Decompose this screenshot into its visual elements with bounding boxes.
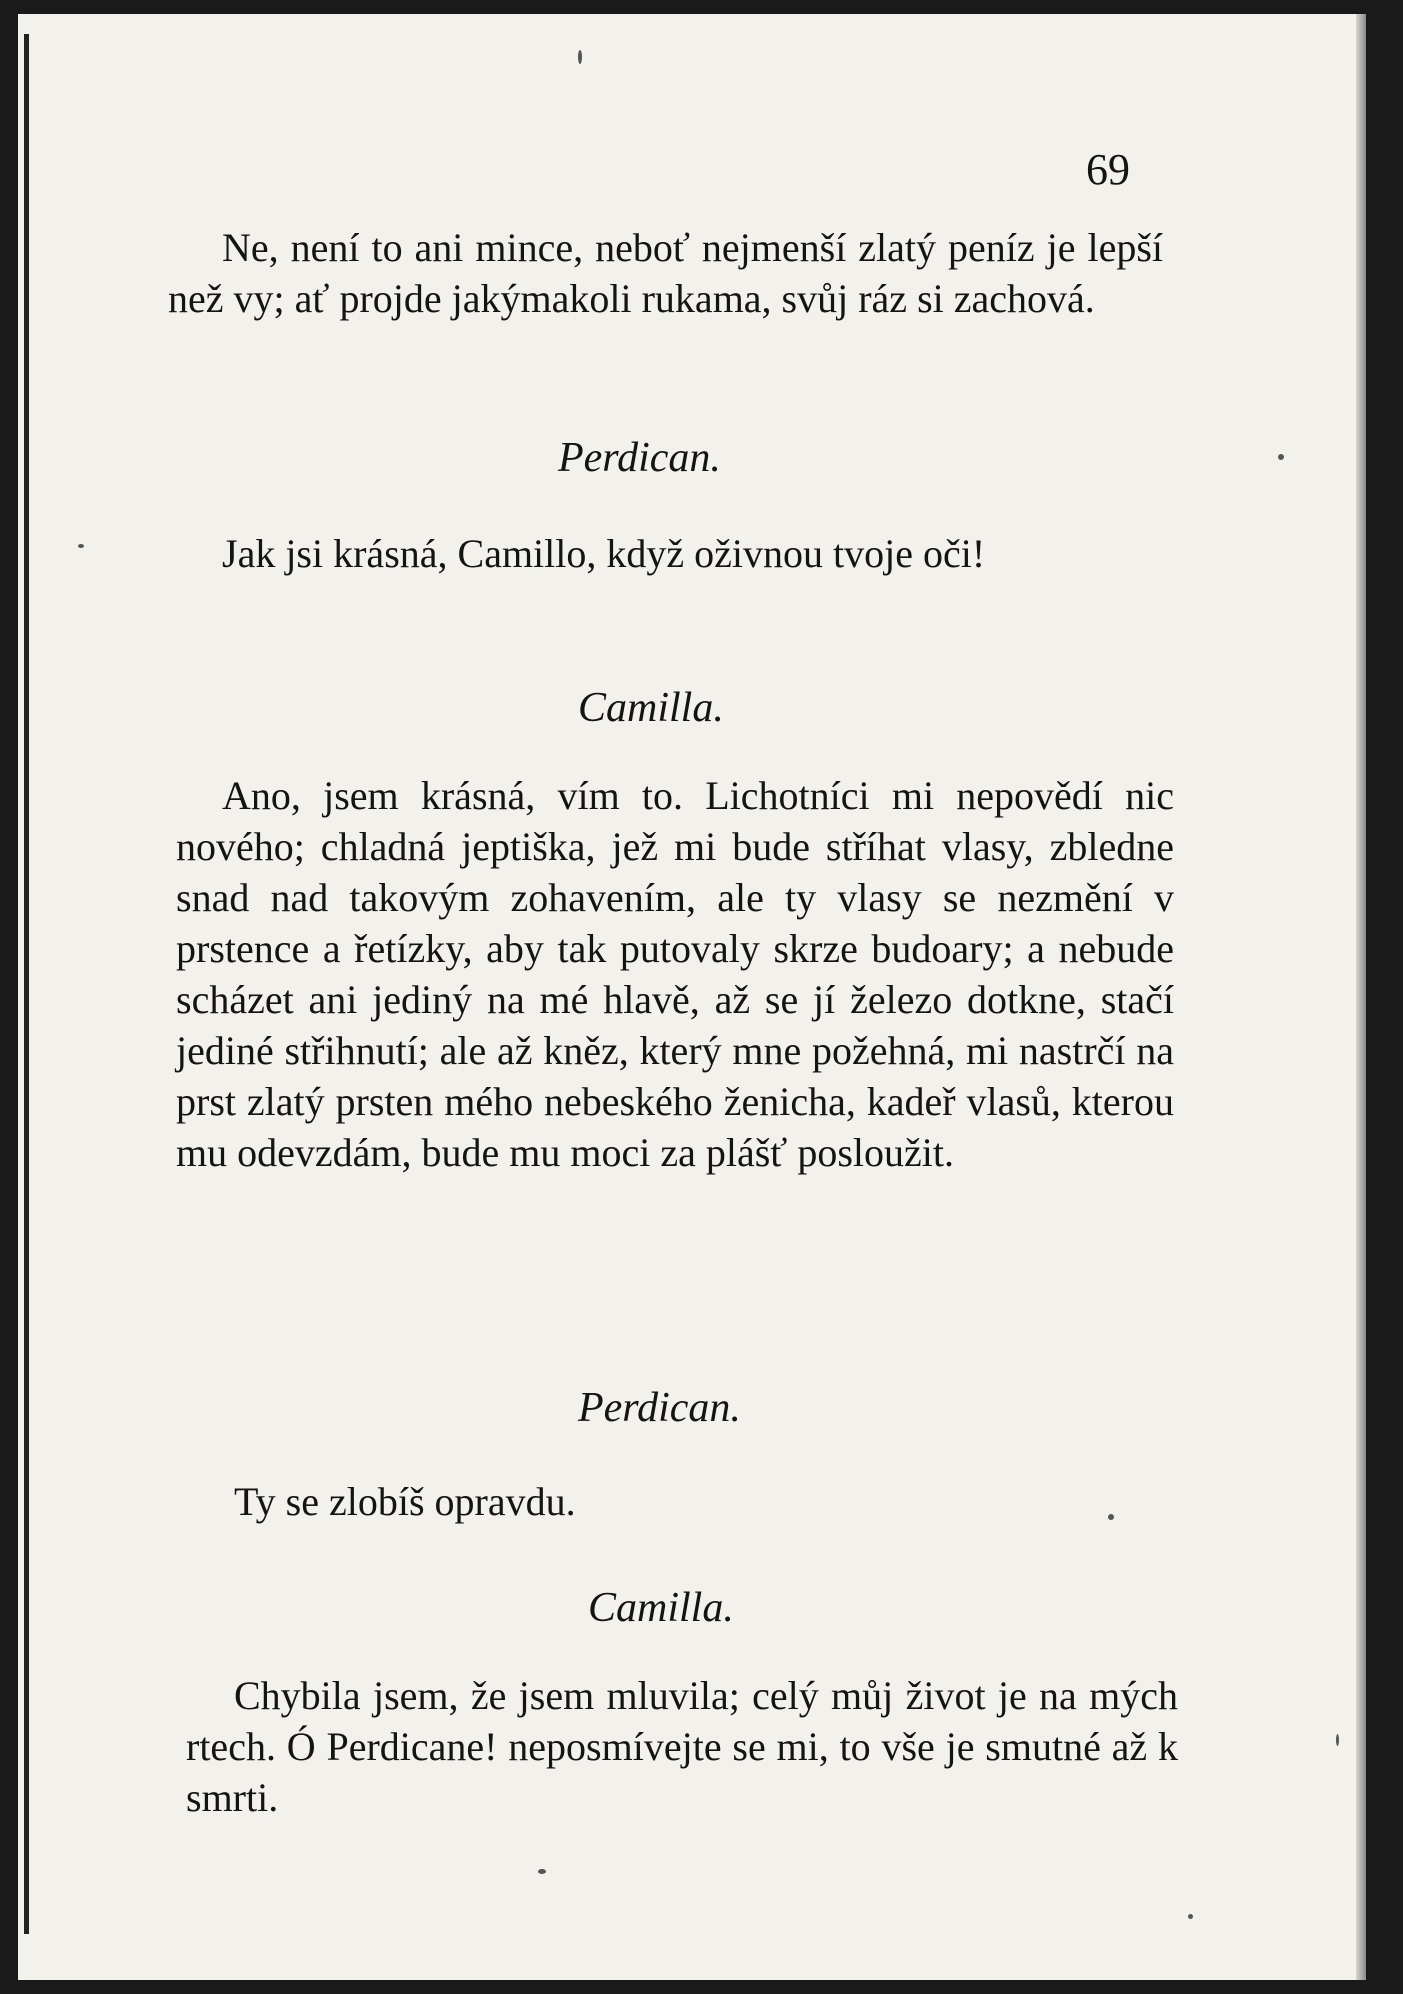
page-speck	[78, 544, 84, 548]
page-speck	[538, 1869, 546, 1874]
paragraph-1: Ne, není to ani mince, neboť nejmenší zlatý peníz je lepší než vy; ať projde jakýmakoli rukama, svůj ráz si zachová.	[168, 225, 1163, 321]
page-speck	[1188, 1914, 1193, 1919]
paragraph-2: Jak jsi krásná, Camillo, když oživnou tvoje oči!	[222, 531, 986, 576]
page-number: 69	[1086, 145, 1130, 194]
page-speck	[578, 50, 582, 64]
paragraph-4: Ty se zlobíš opravdu.	[234, 1479, 576, 1524]
page-speck	[1336, 1734, 1339, 1746]
page-speck	[1278, 454, 1284, 460]
speaker-perdican-2: Perdican.	[578, 1385, 741, 1431]
page-edge	[1356, 14, 1366, 1980]
speaker-camilla-2: Camilla.	[588, 1585, 734, 1631]
page-speck	[1108, 1514, 1114, 1520]
speaker-perdican-1: Perdican.	[558, 435, 721, 481]
speaker-camilla-1: Camilla.	[578, 685, 724, 731]
paragraph-3: Ano, jsem krásná, vím to. Lichotníci mi nepovědí nic nového; chladná jeptiška, jež mi bude stříhat vlasy, zbledne snad nad takovým zohavením, ale ty vlasy se nezmění v prstence a řetízky, aby tak putovaly skrze budoary; a nebude scházet ani jediný na mé hlavě, až se jí železo dotkne, stačí jediné střihnutí; ale až kněz, který mne požehná, mi nastrčí na prst zlatý prsten mého nebeského ženicha, kadeř vlasů, kterou mu odevzdám, bude mu moci za plášť posloužit.	[176, 773, 1174, 1175]
page-spine-shadow	[24, 34, 29, 1934]
book-page	[18, 14, 1366, 1980]
paragraph-5: Chybila jsem, že jsem mluvila; celý můj život je na mých rtech. Ó Perdicane! neposmívejte se mi, to vše je smutné až k smrti.	[186, 1673, 1178, 1820]
